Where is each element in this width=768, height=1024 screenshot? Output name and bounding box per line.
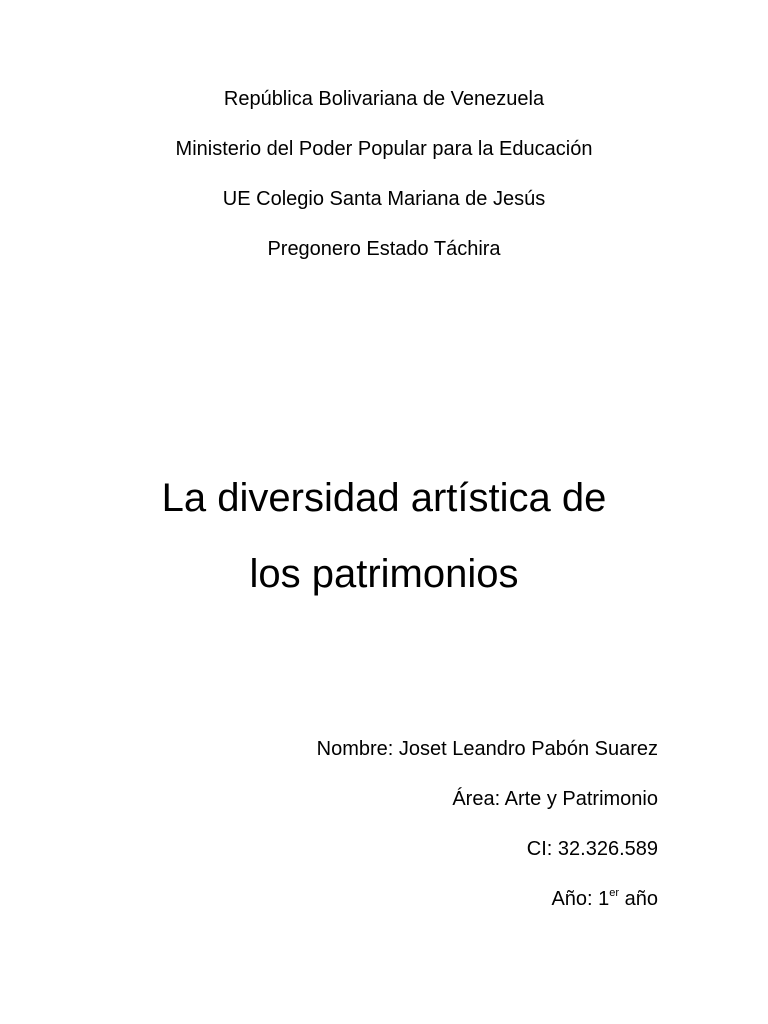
school-name: UE Colegio Santa Mariana de Jesús (222, 188, 546, 210)
student-name: Nombre: Joset Leandro Pabón Suarez (316, 738, 658, 760)
subject-area: Área: Arte y Patrimonio (452, 788, 658, 810)
location: Pregonero Estado Táchira (267, 238, 501, 260)
school-year (551, 887, 658, 911)
document-title-line-2: los patrimonios (249, 552, 519, 596)
ministry-name: Ministerio del Poder Popular para la Educación (175, 138, 593, 160)
school-year-prefix: Año: 1 (551, 888, 610, 910)
school-year-suffix: año (619, 888, 658, 910)
document-title-line-1: La diversidad artística de (161, 476, 607, 520)
student-id: CI: 32.326.589 (526, 838, 658, 860)
school-year-ordinal: er (609, 887, 620, 899)
country-name: República Bolivariana de Venezuela (223, 88, 545, 110)
